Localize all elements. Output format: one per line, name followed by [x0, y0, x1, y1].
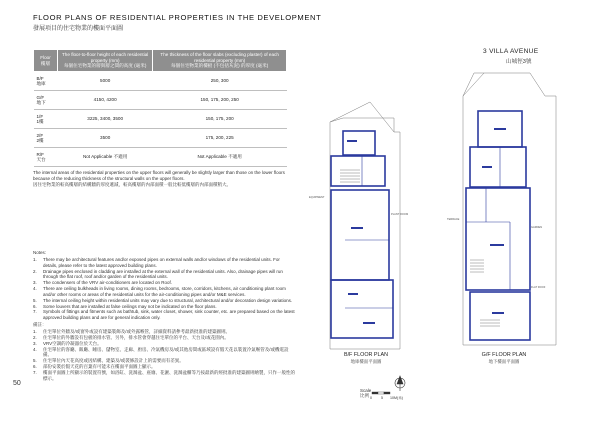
- cell-height: 4150, 4200: [58, 91, 153, 110]
- address-zh: 山城徑3號: [506, 59, 532, 65]
- notes-heading-zh: 備註：: [33, 322, 47, 328]
- gf-plan-label-zh: 地下樓面平面圖: [488, 359, 520, 364]
- cell-height: 3500: [58, 129, 153, 148]
- note-item-zh: 6. 部份安裝於假天花的百葉有可能未在樓面平面圖上顯示。: [33, 364, 156, 370]
- note-item: 7. Symbols of fittings and fitments such as bathtub, sink, water closet, shower, sink counter, etc. are prepared based on the latest approved building plans and are for general indication only.: [33, 309, 295, 321]
- page-title: FLOOR PLANS OF RESIDENTIAL PROPERTIES IN THE DEVELOPMENT: [33, 13, 322, 22]
- bf-room-stair: [331, 156, 385, 186]
- cell-height: 3225, 3400, 3500: [58, 110, 153, 129]
- note-item-zh: 1. 住宅單位外牆及/或窗外或設有建築裝飾及/或外露喉管，詳細資料請參考最新批准的建築圖則。: [33, 328, 230, 334]
- gf-annotation-left: TERRACE: [447, 218, 460, 221]
- bf-annotation-left: EQUIPMENT: [309, 196, 325, 199]
- page-number: 50: [13, 380, 21, 387]
- paragraph-zh: 因住宅物業的較高樓層的結構牆的厚度遞減，較高樓層的內部面積一般比較低樓層的內部面積稍大。: [33, 182, 231, 188]
- note-item: 3. The condensers of the VRV air-conditioners are located on Roof.: [33, 280, 172, 286]
- note-item-zh: 7. 樓面平面圖上所顯示的裝置符號，如浴缸、洗滌盆、座廁、花灑、洗滌盆櫃等乃按最新的經批准的建築圖則繪製，只作一般性的標示。: [33, 369, 295, 381]
- cell-floor: B/F 地庫: [34, 72, 58, 91]
- bf-stairs: [340, 170, 360, 182]
- gf-plan-label-en: G/F FLOOR PLAN: [481, 352, 527, 358]
- note-item: 4. There are ceiling bulkheads in living rooms, dining rooms, bedrooms, store, corridors, kitchens, air conditioning plant room and/or other rooms or areas of the residential units for the air-conditioning pipes and/or M&E services.: [33, 286, 286, 297]
- gf-room-lower: [470, 292, 530, 340]
- note-item-zh: 2. 住宅單位的外牆設有包板的排水管。另外，排水管會穿越住宅單位的平台、天台及/或花園內。: [33, 334, 229, 340]
- col-header-floor: Floor 樓層: [34, 50, 58, 72]
- bf-annotation-right: PLANT ROOM: [391, 213, 409, 216]
- cell-height: 5000: [58, 72, 153, 91]
- scale-start: 0: [370, 396, 372, 400]
- note-item-zh: 3. VRV空調的冷凝器位於天台。: [33, 340, 102, 346]
- scale-ticks: [370, 396, 403, 401]
- cell-floor: 2/F 2樓: [34, 129, 58, 148]
- cell-floor: 1/F 1樓: [34, 110, 58, 129]
- gf-site-boundary: [463, 73, 556, 345]
- bf-room-main: [331, 190, 389, 280]
- cell-floor: G/F 地下: [34, 91, 58, 110]
- note-item: 1. There may be architectural features and/or exposed pipes on external walls and/or windows of the residential units. For details, please refer to the latest approved building plans.: [33, 256, 280, 268]
- notes-heading: Notes:: [33, 250, 47, 255]
- cell-thickness: 150, 175, 200: [153, 110, 287, 129]
- scale-label-en: Scale: [360, 388, 372, 393]
- page-title-zh: 發展項目的住宅物業的樓面平面圖: [33, 26, 124, 32]
- bf-plan-label-en: B/F FLOOR PLAN: [343, 352, 389, 358]
- bf-labels: [347, 140, 375, 324]
- note-item: 6. Some louvers that are installed at false ceilings may not be indicated on the floor plans.: [33, 303, 217, 309]
- bf-diagonal-line: [330, 102, 394, 132]
- cell-thickness: Not Applicable 不適用: [153, 148, 287, 167]
- paragraph-en: The internal areas of the residential properties on the upper floors will generally be slightly larger than those on the lower floors because of the reducing thickness of the structural walls on the upper floors.: [33, 170, 285, 182]
- gf-plan-label: [458, 352, 550, 365]
- note-item: 5. The internal ceiling height within residential units may vary due to structural, architectural and/or decoration design variations.: [33, 297, 293, 303]
- note-item-zh: 5. 住宅單位內天花高度或因結構、建築及/或裝修設計上的需要而有差異。: [33, 358, 184, 364]
- col-header-height: The floor-to-floor height of each residential property (mm) 每個住宅物業的層與層之間的高度 (毫米): [58, 50, 153, 72]
- gf-labels: [482, 128, 506, 314]
- bf-plan-label: [324, 352, 408, 365]
- cell-height: Not Applicable 不適用: [58, 148, 153, 167]
- cell-thickness: 175, 200, 225: [153, 129, 287, 148]
- scale-label-zh: 比例: [360, 393, 369, 398]
- note-item: 2. Drainage pipes enclosed in cladding are installed at the external wall of the residential units. Also, drainage pipes will run through the flat roof, roof and/or garden of the residential units.: [33, 268, 283, 280]
- cell-thickness: 250, 300: [153, 72, 287, 91]
- gf-stairs: [470, 260, 500, 326]
- scale-bar: [372, 392, 390, 394]
- gf-walls: [466, 111, 530, 340]
- north-arrow-icon: [395, 376, 405, 391]
- gf-diagonal-line: [463, 73, 484, 96]
- cell-thickness: 150, 175, 200, 250: [153, 91, 287, 110]
- gf-annotation-right-1: GARDEN: [531, 226, 543, 229]
- cell-floor: R/F 天台: [34, 148, 58, 167]
- bf-room-top: [343, 131, 375, 155]
- col-header-thickness: The thickness of the floor slabs (excluding plaster) of each residential property (mm) 每個住宅物業的樓板 (不包括灰泥) 的厚度 (毫米): [153, 50, 287, 72]
- scale-end: 10M(米): [390, 396, 403, 400]
- note-item-zh: 4. 住宅單位的客廳、飯廳、睡房、儲物室、走廊、廚房、冷氣機房及/或其他房間或區域設有假天花以裝置冷氣喉管及/或機電設備。: [33, 346, 289, 358]
- scale-mid: 5: [381, 396, 383, 400]
- gf-room-upper: [470, 147, 526, 187]
- bf-plan-label-zh: 地庫樓面平面圖: [350, 359, 382, 364]
- bf-room-lower: [331, 280, 393, 338]
- gf-annotation-right-2: FLAT ROOF: [531, 286, 546, 289]
- gf-room-main: [466, 188, 530, 290]
- address-en: 3 VILLA AVENUE: [483, 48, 539, 55]
